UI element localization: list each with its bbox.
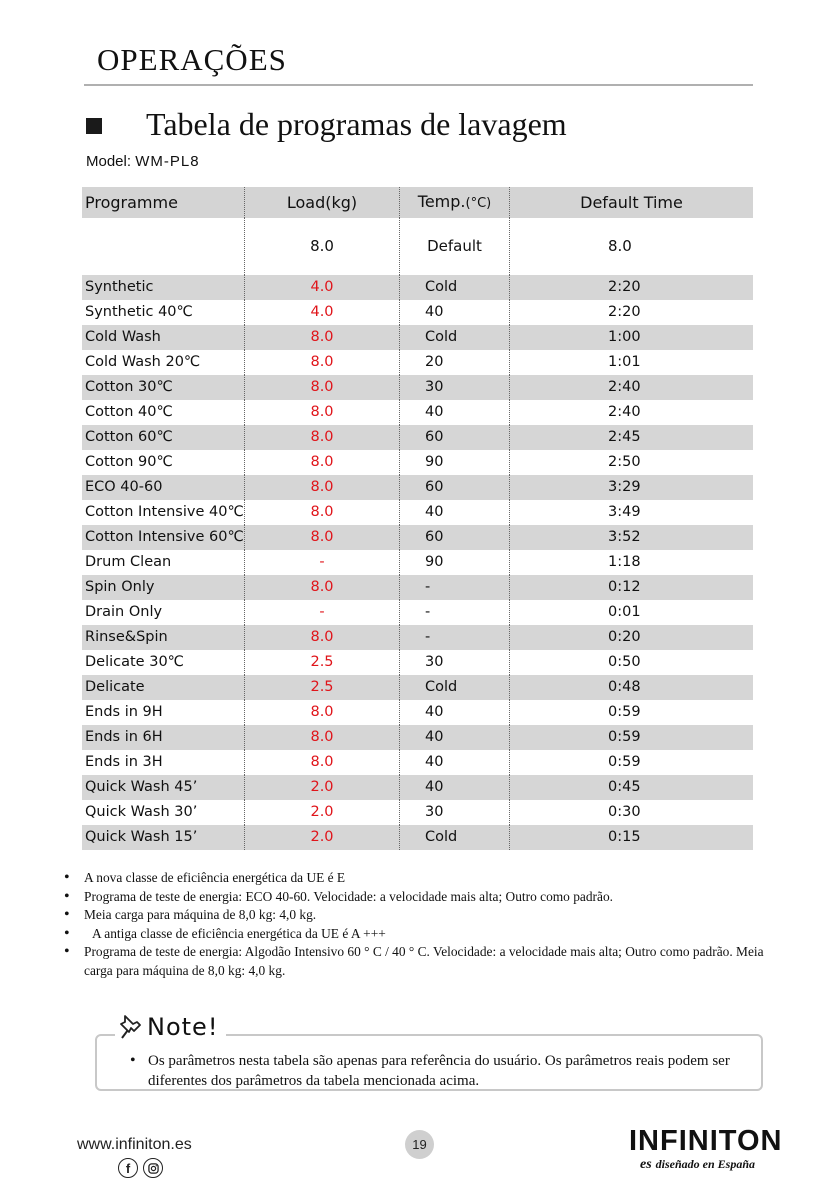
row-programme: Cotton Intensive 60℃ (82, 525, 245, 550)
table-row (82, 375, 753, 400)
header-load: Load(kg) (245, 187, 400, 218)
row-time: 0:12 (510, 575, 754, 600)
row-programme: Ends in 9H (85, 704, 163, 720)
table-row (82, 825, 753, 850)
model-label: Model: (86, 153, 132, 170)
row-temp: 90 (400, 550, 510, 575)
row-load: 8.0 (245, 425, 400, 450)
row-temp: Cold (400, 825, 510, 850)
table-row (82, 650, 753, 675)
page-heading: Tabela de programas de lavagem (146, 106, 567, 142)
note-header (115, 1013, 226, 1041)
row-temp: 20 (400, 350, 510, 375)
notes-list (64, 869, 764, 980)
instagram-glyph (148, 1163, 159, 1174)
row-temp: 60 (400, 525, 510, 550)
note-item (64, 869, 764, 888)
footer-url[interactable]: www.infiniton.es (77, 1136, 192, 1153)
row-programme: Spin Only (82, 575, 245, 600)
row-time: 1:00 (510, 325, 754, 350)
row-load: 8.0 (245, 750, 400, 775)
row-time: 0:59 (510, 750, 754, 775)
tagline-text: diseñado en España (655, 1157, 756, 1171)
row-temp: 90 (400, 450, 510, 475)
brand-logo: INFINITON (629, 1125, 783, 1157)
row-temp: 40 (400, 300, 510, 325)
row-programme: Cotton Intensive 40℃ (85, 504, 244, 520)
row-load: 8.0 (245, 325, 400, 350)
note-item (64, 888, 764, 907)
header-temp-label: Temp. (417, 192, 466, 211)
row-load: 8.0 (245, 575, 400, 600)
header-temp-unit: (°C) (465, 196, 492, 211)
row-time: 0:48 (510, 675, 754, 700)
table-row (82, 300, 753, 325)
row-load: 8.0 (245, 500, 400, 525)
instagram-icon[interactable] (143, 1158, 163, 1178)
table-header-row (82, 187, 753, 218)
table-row (82, 425, 753, 450)
row-temp: 30 (400, 800, 510, 825)
row-temp: 30 (400, 375, 510, 400)
note-item-text: A antiga classe de eficiência energética da UE é A +++ (92, 925, 386, 941)
row-time: 3:29 (510, 475, 754, 500)
row-time: 0:30 (510, 800, 754, 825)
row-temp: - (400, 625, 510, 650)
row-time: 1:01 (510, 350, 754, 375)
row-temp: 40 (400, 700, 510, 725)
row-programme: Cold Wash 20℃ (85, 354, 201, 370)
default-programme (82, 218, 245, 275)
table-row (82, 275, 753, 300)
row-programme: Cotton 90℃ (85, 454, 173, 470)
tagline-prefix: es (640, 1157, 652, 1172)
row-programme: Delicate 30℃ (85, 654, 184, 670)
row-load: 8.0 (245, 475, 400, 500)
row-time: 2:20 (510, 300, 754, 325)
brand-tagline (640, 1157, 755, 1173)
table-row (82, 575, 753, 600)
row-programme: Synthetic (82, 275, 245, 300)
page-number: 19 (405, 1130, 434, 1159)
row-time: 0:01 (510, 600, 754, 625)
row-load: 8.0 (245, 700, 400, 725)
row-temp: 30 (400, 650, 510, 675)
table-row (82, 525, 753, 550)
table-row (82, 625, 753, 650)
model-value: WM-PL8 (135, 153, 200, 170)
row-load: 8.0 (245, 375, 400, 400)
table-row (82, 700, 753, 725)
row-load: 8.0 (245, 525, 400, 550)
row-load: 2.0 (245, 775, 400, 800)
facebook-icon[interactable] (118, 1158, 138, 1178)
wash-programs-table (82, 187, 753, 850)
social-icons (118, 1158, 163, 1178)
heading-bullet-icon (86, 118, 102, 134)
row-time: 2:50 (510, 450, 754, 475)
row-programme: Quick Wash 15’ (82, 825, 245, 850)
row-load: 8.0 (245, 400, 400, 425)
row-load: 2.5 (245, 675, 400, 700)
row-time: 2:40 (510, 400, 754, 425)
note-item-text: Meia carga para máquina de 8,0 kg: 4,0 kg. (84, 907, 317, 922)
row-temp: - (400, 575, 510, 600)
table-row (82, 600, 753, 625)
row-programme: Cotton 40℃ (85, 404, 173, 420)
note-item-text: Programa de teste de energia: Algodão Intensivo 60 ° C / 40 ° C. Velocidade: a velocidade mais alta; Outro como padrão. Meia carga para máquina de 8,0 kg: 4,0 kg. (84, 944, 764, 978)
table-row (82, 400, 753, 425)
row-programme: Synthetic 40℃ (85, 304, 193, 320)
table-row (82, 475, 753, 500)
row-programme: Drum Clean (85, 554, 172, 570)
table-row (82, 750, 753, 775)
note-item (64, 906, 764, 925)
row-time: 0:59 (510, 725, 754, 750)
table-row (82, 675, 753, 700)
row-temp: 40 (400, 400, 510, 425)
row-time: 0:59 (510, 700, 754, 725)
table-row (82, 550, 753, 575)
row-load: 4.0 (245, 275, 400, 300)
row-temp: Cold (400, 675, 510, 700)
note-title: Note! (147, 1013, 219, 1041)
row-programme: Quick Wash 30’ (85, 804, 198, 820)
row-time: 0:45 (510, 775, 754, 800)
row-programme: Drain Only (85, 604, 163, 620)
table-row (82, 775, 753, 800)
default-temp: Default (400, 218, 510, 275)
facebook-glyph: f (125, 1160, 131, 1176)
row-temp: 40 (400, 500, 510, 525)
section-divider (84, 84, 753, 86)
table-row (82, 350, 753, 375)
table-row (82, 500, 753, 525)
row-temp: Cold (400, 325, 510, 350)
note-item-text: Programa de teste de energia: ECO 40-60. Velocidade: a velocidade mais alta; Outro como padrão. (84, 888, 614, 904)
row-load: 4.0 (245, 300, 400, 325)
row-programme: Ends in 3H (85, 754, 163, 770)
default-time: 8.0 (510, 218, 754, 275)
note-item (64, 925, 764, 944)
table-row (82, 325, 753, 350)
row-programme: Cotton 60℃ (82, 425, 245, 450)
note-item-text: A nova classe de eficiência energética da UE é E (84, 870, 346, 885)
row-programme: ECO 40-60 (82, 475, 245, 500)
table-row (82, 725, 753, 750)
row-temp: Cold (400, 275, 510, 300)
pushpin-icon (119, 1013, 145, 1041)
row-programme: Cold Wash (82, 325, 245, 350)
row-load: 2.0 (245, 800, 400, 825)
row-time: 0:20 (510, 625, 754, 650)
row-programme: Quick Wash 45’ (82, 775, 245, 800)
row-load: 2.0 (245, 825, 400, 850)
table-row (82, 450, 753, 475)
row-load: - (245, 550, 400, 575)
row-temp: 60 (400, 425, 510, 450)
row-load: 8.0 (245, 725, 400, 750)
note-text: • Os parâmetros nesta tabela são apenas para referência do usuário. Os parâmetros reais podem ser diferentes dos parâmetros da tabela mencionada acima. (128, 1051, 758, 1091)
section-title: OPERAÇÕES (97, 42, 287, 77)
row-time: 0:15 (510, 825, 754, 850)
row-temp: 60 (400, 475, 510, 500)
row-time: 2:40 (510, 375, 754, 400)
row-time: 0:50 (510, 650, 754, 675)
row-temp: - (400, 600, 510, 625)
row-load: 8.0 (245, 350, 400, 375)
row-load: 8.0 (245, 625, 400, 650)
default-row (82, 218, 753, 275)
row-programme: Delicate (82, 675, 245, 700)
row-programme: Cotton 30℃ (82, 375, 245, 400)
note-item (64, 943, 764, 980)
row-load: 8.0 (245, 450, 400, 475)
row-time: 2:45 (510, 425, 754, 450)
row-programme: Rinse&Spin (82, 625, 245, 650)
model-line (86, 153, 200, 170)
row-time: 1:18 (510, 550, 754, 575)
row-time: 3:49 (510, 500, 754, 525)
row-load: 2.5 (245, 650, 400, 675)
row-programme: Ends in 6H (82, 725, 245, 750)
default-load: 8.0 (245, 218, 400, 275)
header-programme: Programme (82, 187, 245, 218)
row-temp: 40 (400, 725, 510, 750)
row-temp: 40 (400, 775, 510, 800)
table-row (82, 800, 753, 825)
row-time: 2:20 (510, 275, 754, 300)
row-time: 3:52 (510, 525, 754, 550)
header-time: Default Time (510, 187, 754, 218)
header-temp (400, 187, 510, 218)
row-load: - (245, 600, 400, 625)
row-temp: 40 (400, 750, 510, 775)
